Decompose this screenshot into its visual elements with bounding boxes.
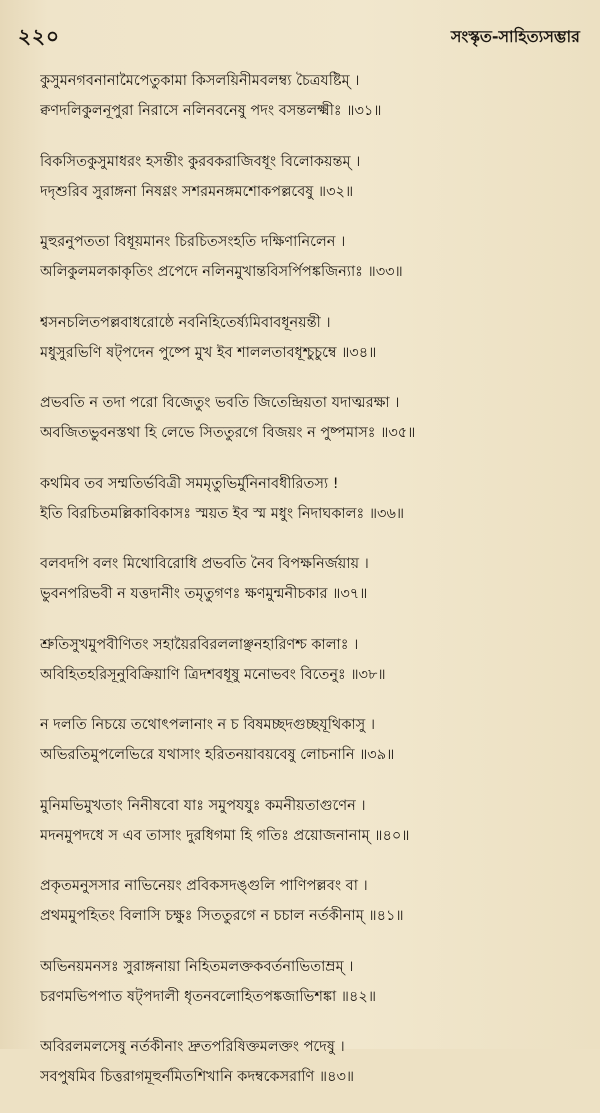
verse-line: অবজিতভুবনস্তথা হি লেভে সিততুরগে বিজয়ং ন পুষ্পমাসঃ ॥৩৫॥ — [40, 425, 416, 441]
verse-line: প্রথমমুপহিতং বিলাসি চক্ষুঃ সিততুরগে ন চচাল নর্তকীনাম্ ॥৪১॥ — [40, 908, 404, 924]
verse-line: ন দলতি নিচয়ে তথোৎপলানাং ন চ বিষমচ্ছদগুচ্ছযূথিকাসু । — [40, 717, 376, 733]
verse-line: দদৃশুরিব সুরাঙ্গনা নিষণ্ণং সশরমনঙ্গমশোকপল্লবেষু ॥৩২॥ — [40, 183, 354, 200]
verse-35 — [40, 388, 580, 469]
verse-line: শ্বসনচলিতপল্লবাধরোষ্ঠে নবনিহিতেৰ্ষ্যমিবাবধূনয়ন্তী । — [40, 314, 331, 331]
running-head-title: সংস্কৃত-সাহিত্যসম্ভার — [450, 27, 580, 46]
verse-37 — [40, 549, 580, 630]
verse-line: মধুসুরভিণি ষট্পদেন পুষ্পে মুখ ইব শাললতাবধূশ্চুচুম্বে ॥৩৪॥ — [40, 344, 377, 361]
verse-line: প্রকৃতমনুসসার নাভিনেয়ং প্রবিকসদঙ্গুলি পাণিপল্লবং বা । — [40, 878, 368, 894]
verse-36 — [40, 469, 580, 550]
verse-line: অবিরলমলসেষু নর্তকীনাং দ্রুতপরিষিক্তমলক্তং পদেষু । — [40, 1039, 345, 1055]
verse-40 — [40, 791, 580, 872]
verse-line: কথমিব তব সম্মতির্ভবিত্রী সমমৃতুভির্মুনিনাবধীরিতস্য ! — [40, 475, 339, 492]
verse-line: ভুবনপরিভবী ন যত্তদানীং তমৃতুগণঃ ক্ষণমুন্মনীচকার ॥৩৭॥ — [40, 586, 368, 602]
page-number: ২২০ — [18, 24, 61, 48]
verse-line: বলবদপি বলং মিথোবিরোধি প্রভবতি নৈব বিপক্ষনির্জয়ায় । — [40, 556, 369, 572]
verse-line: বিকসিতকুসুমাধরং হসন্তীং কুরবকরাজিবধূং বিলোকয়ন্তম্ । — [40, 153, 361, 170]
verse-line: অভিনয়মনসঃ সুরাঙ্গনায়া নিহিতমলক্তকবর্তনাভিতাম্রম্ । — [40, 958, 354, 975]
verse-31 — [40, 66, 580, 147]
verse-line: অভিরতিমুপলেভিরে যথাসাং হরিতনয়াবয়বেষু লোচনানি ॥৩৯॥ — [40, 747, 395, 763]
verse-list — [40, 66, 580, 1113]
verse-line: অবিহিতহরিসূনুবিক্রিয়াণি ত্রিদশবধূষু মনোভবং বিতেনুঃ ॥৩৮॥ — [40, 666, 386, 683]
verse-line: শ্রুতিসুখমুপবীণিতং সহায়ৈরবিরললাঞ্ছনহারিণশ্চ কালাঃ । — [40, 636, 359, 653]
verse-39 — [40, 710, 580, 791]
verse-line: ইতি বিরচিতমল্লিকাবিকাসঃ স্ময়ত ইব স্ম মধুং নিদাঘকালঃ ॥৩৬॥ — [40, 505, 405, 522]
verse-line: কুসুমনগবনানামৈপেতুকামা কিসলয়িনীমবলম্ব্য চৈত্রযষ্টিম্ । — [40, 73, 360, 89]
verse-43 — [40, 1032, 580, 1113]
verse-line: মদনমুপদধে স এব তাসাং দুরধিগমা হি গতিঃ প্রয়োজনানাম্ ॥৪০॥ — [40, 827, 410, 844]
verse-42 — [40, 952, 580, 1033]
verse-line: চরণমভিপপাত ষট্পদালী ধৃতনবলোহিতপঙ্কজাভিশঙ্কা ॥৪২॥ — [40, 988, 377, 1005]
verse-38 — [40, 630, 580, 711]
verse-line: অলিকুলমলকাকৃতিং প্রপেদে নলিনমুখান্তবিসর্পিপঙ্কজিন্যাঃ ॥৩৩॥ — [40, 264, 403, 280]
verse-line: সবপুষমিব চিত্তরাগমূহুর্নমিতশিখানি কদম্বকেসরাণি ॥৪৩॥ — [40, 1069, 355, 1085]
verse-41 — [40, 871, 580, 952]
verse-33 — [40, 227, 580, 308]
page-header — [18, 22, 580, 50]
verse-32 — [40, 147, 580, 228]
verse-line: মুনিমভিমুখতাং নিনীষবো যাঃ সমুপযযুঃ কমনীয়তাগুণেন । — [40, 797, 366, 814]
verse-line: ক্বণদলিকুলনূপুরা নিরাসে নলিনবনেষু পদং বসন্তলক্ষ্মীঃ ॥৩১॥ — [40, 103, 382, 119]
verse-34 — [40, 308, 580, 389]
verse-line: মুহুরনুপততা বিধূয়মানং চিরচিতসংহতি দক্ষিণানিলেন । — [40, 234, 346, 250]
verse-line: প্রভবতি ন তদা পরো বিজেতুং ভবতি জিতেন্দ্রিয়তা যদাত্মরক্ষা । — [40, 395, 400, 411]
